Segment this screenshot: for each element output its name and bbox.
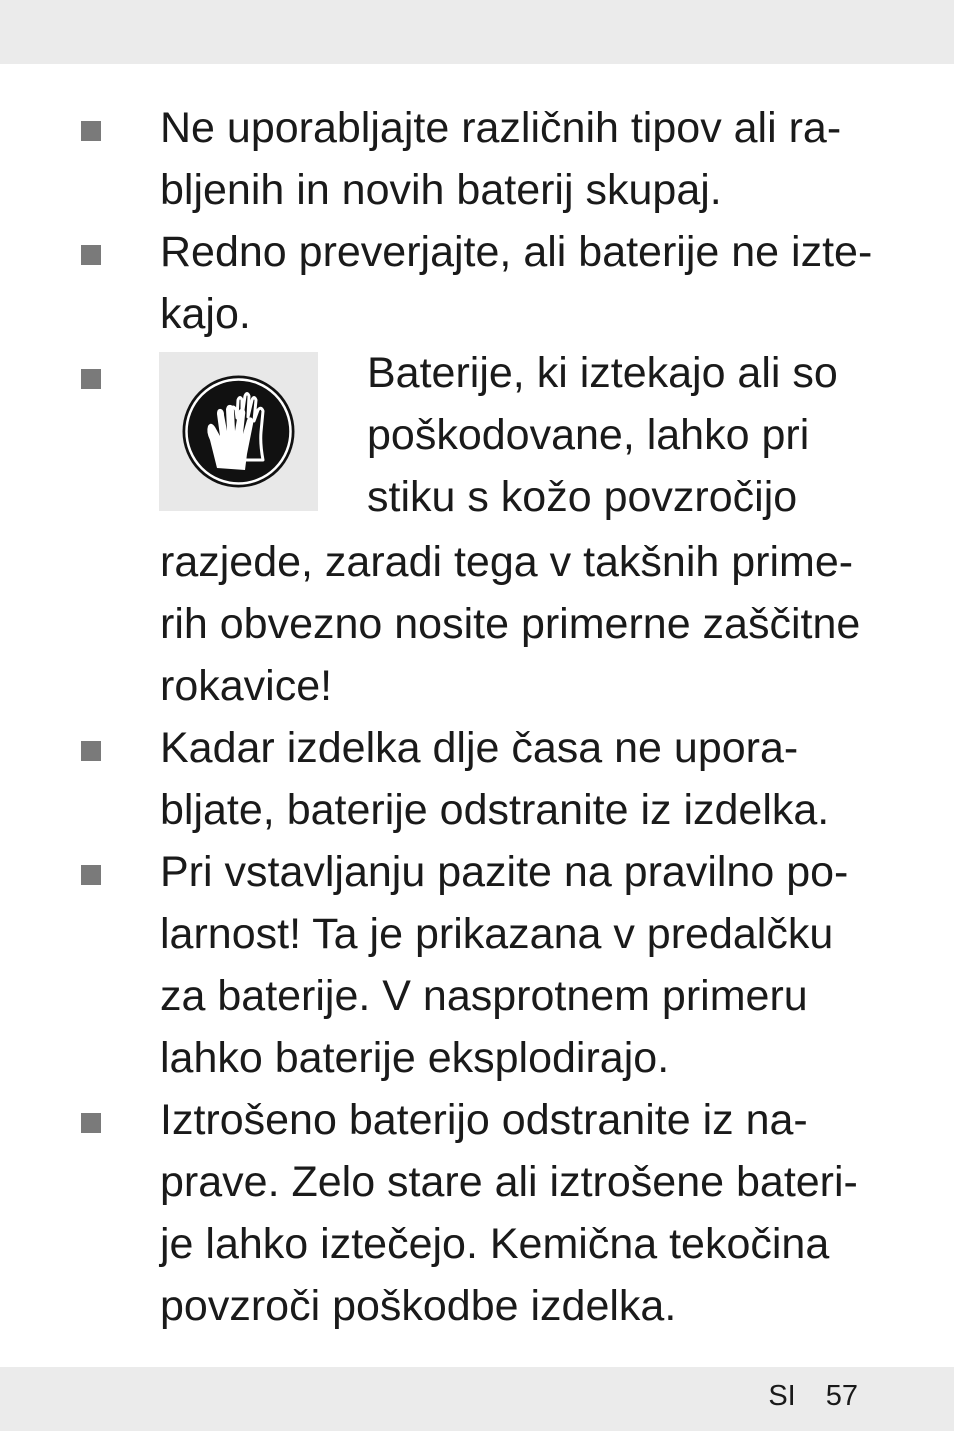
paragraph-check-leaks: Redno preverjajte, ali baterije ne izte- kajo.	[160, 228, 873, 338]
bullet-marker	[81, 1113, 101, 1133]
bullet-marker	[81, 741, 101, 761]
paragraph-remove-depleted: Iztrošeno baterijo odstranite iz na- prave. Zelo stare ali iztrošene bateri- je lahko iztečejo. Kemična tekočina povzroči poškodbe izdelka.	[160, 1096, 858, 1330]
bullet-marker	[81, 865, 101, 885]
paragraph-polarity: Pri vstavljanju pazite na pravilno po- larnost! Ta je prikazana v predalčku za baterije. V nasprotnem primeru lahko baterije eksplodirajo.	[160, 848, 849, 1082]
protective-gloves-icon	[159, 352, 318, 511]
top-band	[0, 0, 954, 64]
page-number: 57	[825, 1380, 858, 1412]
paragraph-leaking-batteries-side: Baterije, ki iztekajo ali so poškodovane, lahko pri stiku s kožo povzročijo	[367, 349, 838, 521]
page-footer	[768, 1378, 858, 1414]
paragraph-remove-when-unused: Kadar izdelka dlje časa ne upora- bljate, baterije odstranite iz izdelka.	[160, 724, 830, 834]
bullet-marker	[81, 369, 101, 389]
bullet-marker	[81, 121, 101, 141]
language-code: SI	[768, 1380, 796, 1412]
bullet-marker	[81, 245, 101, 265]
paragraph-mixed-batteries: Ne uporabljajte različnih tipov ali ra- bljenih in novih baterij skupaj.	[160, 104, 842, 214]
paragraph-leaking-batteries-below: razjede, zaradi tega v takšnih prime- rih obvezno nosite primerne zaščitne rokavice!	[160, 538, 861, 710]
